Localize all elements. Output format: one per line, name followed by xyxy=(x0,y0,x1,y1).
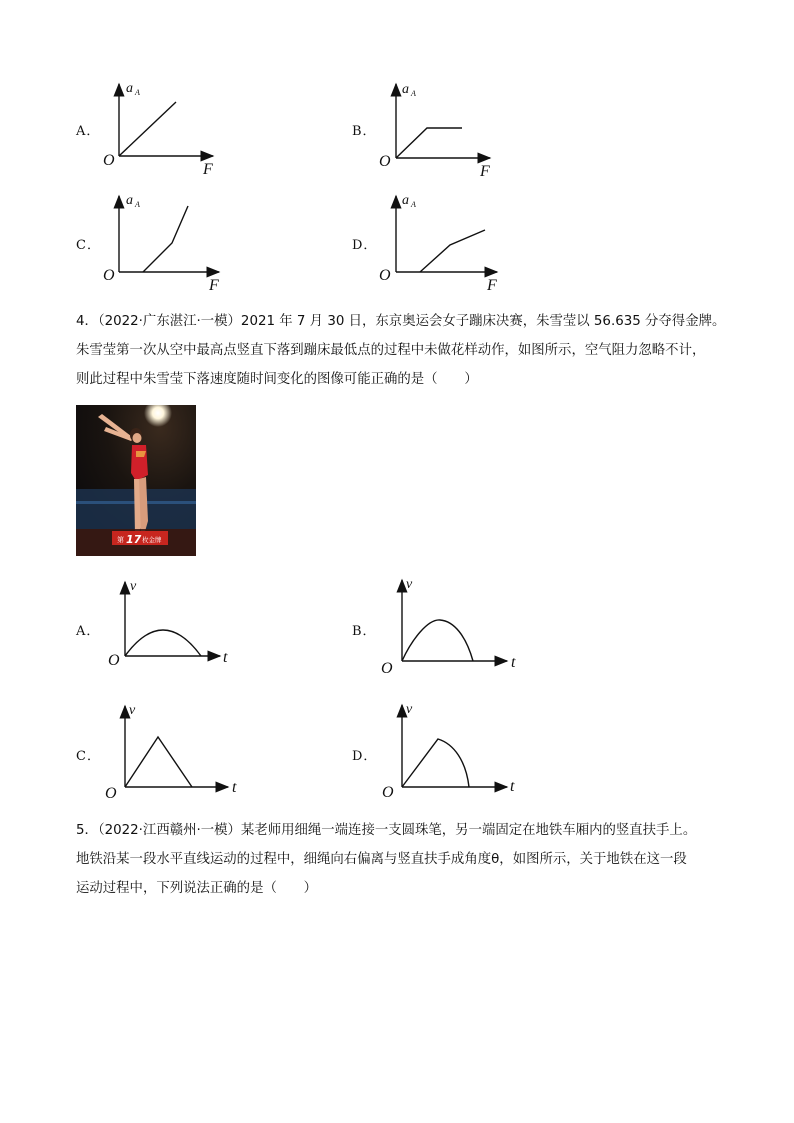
q5-line-3: 运动过程中，下列说法正确的是（ ） xyxy=(76,881,318,896)
q3-option-d-graph xyxy=(377,190,512,294)
origin-label: O xyxy=(382,784,394,801)
x-axis-label: t xyxy=(223,649,228,666)
y-axis-label: v xyxy=(129,703,136,718)
y-axis-label: a xyxy=(126,81,133,96)
y-axis-label: v xyxy=(406,702,413,717)
curve xyxy=(396,128,462,158)
svg-text:第: 第 xyxy=(117,536,124,544)
q4-stem xyxy=(76,307,726,394)
curve xyxy=(119,102,176,156)
y-axis-subscript: A xyxy=(411,89,416,98)
q3-option-c-graph xyxy=(100,190,230,294)
curve xyxy=(420,230,485,272)
y-axis-subscript: A xyxy=(411,200,416,209)
q3-option-a-label[interactable]: A． xyxy=(76,124,101,139)
q4-option-d-graph xyxy=(380,699,520,799)
q4-line-3: 则此过程中朱雪莹下落速度随时间变化的图像可能正确的是（ ） xyxy=(76,372,478,387)
q4-option-b-label[interactable]: B． xyxy=(352,624,377,639)
q3-option-c-label[interactable]: C． xyxy=(76,238,101,253)
q4-option-b-graph xyxy=(380,574,520,677)
q4-option-d-label[interactable]: D． xyxy=(352,749,378,764)
origin-label: O xyxy=(381,660,393,677)
q4-option-c-label[interactable]: C． xyxy=(76,749,101,764)
origin-label: O xyxy=(379,267,391,284)
q4-line-1: 4．（2022·广东湛江·一模）2021 年 7 月 30 日，东京奥运会女子蹦床决赛，朱雪莹以 56.635 分夺得金牌。 xyxy=(76,314,726,329)
q5-stem xyxy=(76,816,726,903)
q3-option-d-label[interactable]: D． xyxy=(352,238,378,253)
q4-option-c-graph xyxy=(103,700,243,800)
svg-text:17: 17 xyxy=(126,533,142,546)
curve xyxy=(143,206,188,272)
x-axis-label: F xyxy=(203,161,213,178)
q3-option-a-graph xyxy=(100,76,230,176)
x-axis-label: t xyxy=(232,779,237,796)
x-axis-label: F xyxy=(209,277,219,294)
origin-label: O xyxy=(379,153,391,170)
q4-photo xyxy=(76,405,196,556)
x-axis-label: t xyxy=(510,778,515,795)
q3-option-b-label[interactable]: B． xyxy=(352,124,377,139)
y-axis-label: a xyxy=(402,82,409,97)
curve xyxy=(402,739,469,787)
origin-label: O xyxy=(103,267,115,284)
trampoline-athlete-photo xyxy=(76,405,196,556)
y-axis-label: v xyxy=(130,579,137,594)
y-axis-subscript: A xyxy=(135,200,140,209)
curve xyxy=(125,737,192,787)
x-axis-label: F xyxy=(480,163,490,180)
svg-text:枚金牌: 枚金牌 xyxy=(142,536,162,544)
q4-option-a-label[interactable]: A． xyxy=(76,624,101,639)
y-axis-subscript: A xyxy=(135,88,140,97)
q4-option-a-graph xyxy=(104,576,239,671)
y-axis-label: a xyxy=(402,193,409,208)
curve xyxy=(125,630,201,656)
origin-label: O xyxy=(108,652,120,669)
curve xyxy=(402,620,473,661)
y-axis-label: v xyxy=(406,577,413,592)
q5-line-2: 地铁沿某一段水平直线运动的过程中，细绳向右偏离与竖直扶手成角度θ，如图所示，关于地铁在这一段 xyxy=(76,852,687,867)
x-axis-label: t xyxy=(511,654,516,671)
y-axis-label: a xyxy=(126,193,133,208)
q4-line-2: 朱雪莹第一次从空中最高点竖直下落到蹦床最低点的过程中未做花样动作，如图所示，空气阻力忽略不计， xyxy=(76,343,706,358)
origin-label: O xyxy=(105,785,117,802)
q5-line-1: 5．（2022·江西赣州·一模）某老师用细绳一端连接一支圆珠笔，另一端固定在地铁车厢内的竖直扶手上。 xyxy=(76,823,697,838)
q3-option-b-graph xyxy=(377,78,507,178)
x-axis-label: F xyxy=(487,277,497,294)
origin-label: O xyxy=(103,152,115,169)
